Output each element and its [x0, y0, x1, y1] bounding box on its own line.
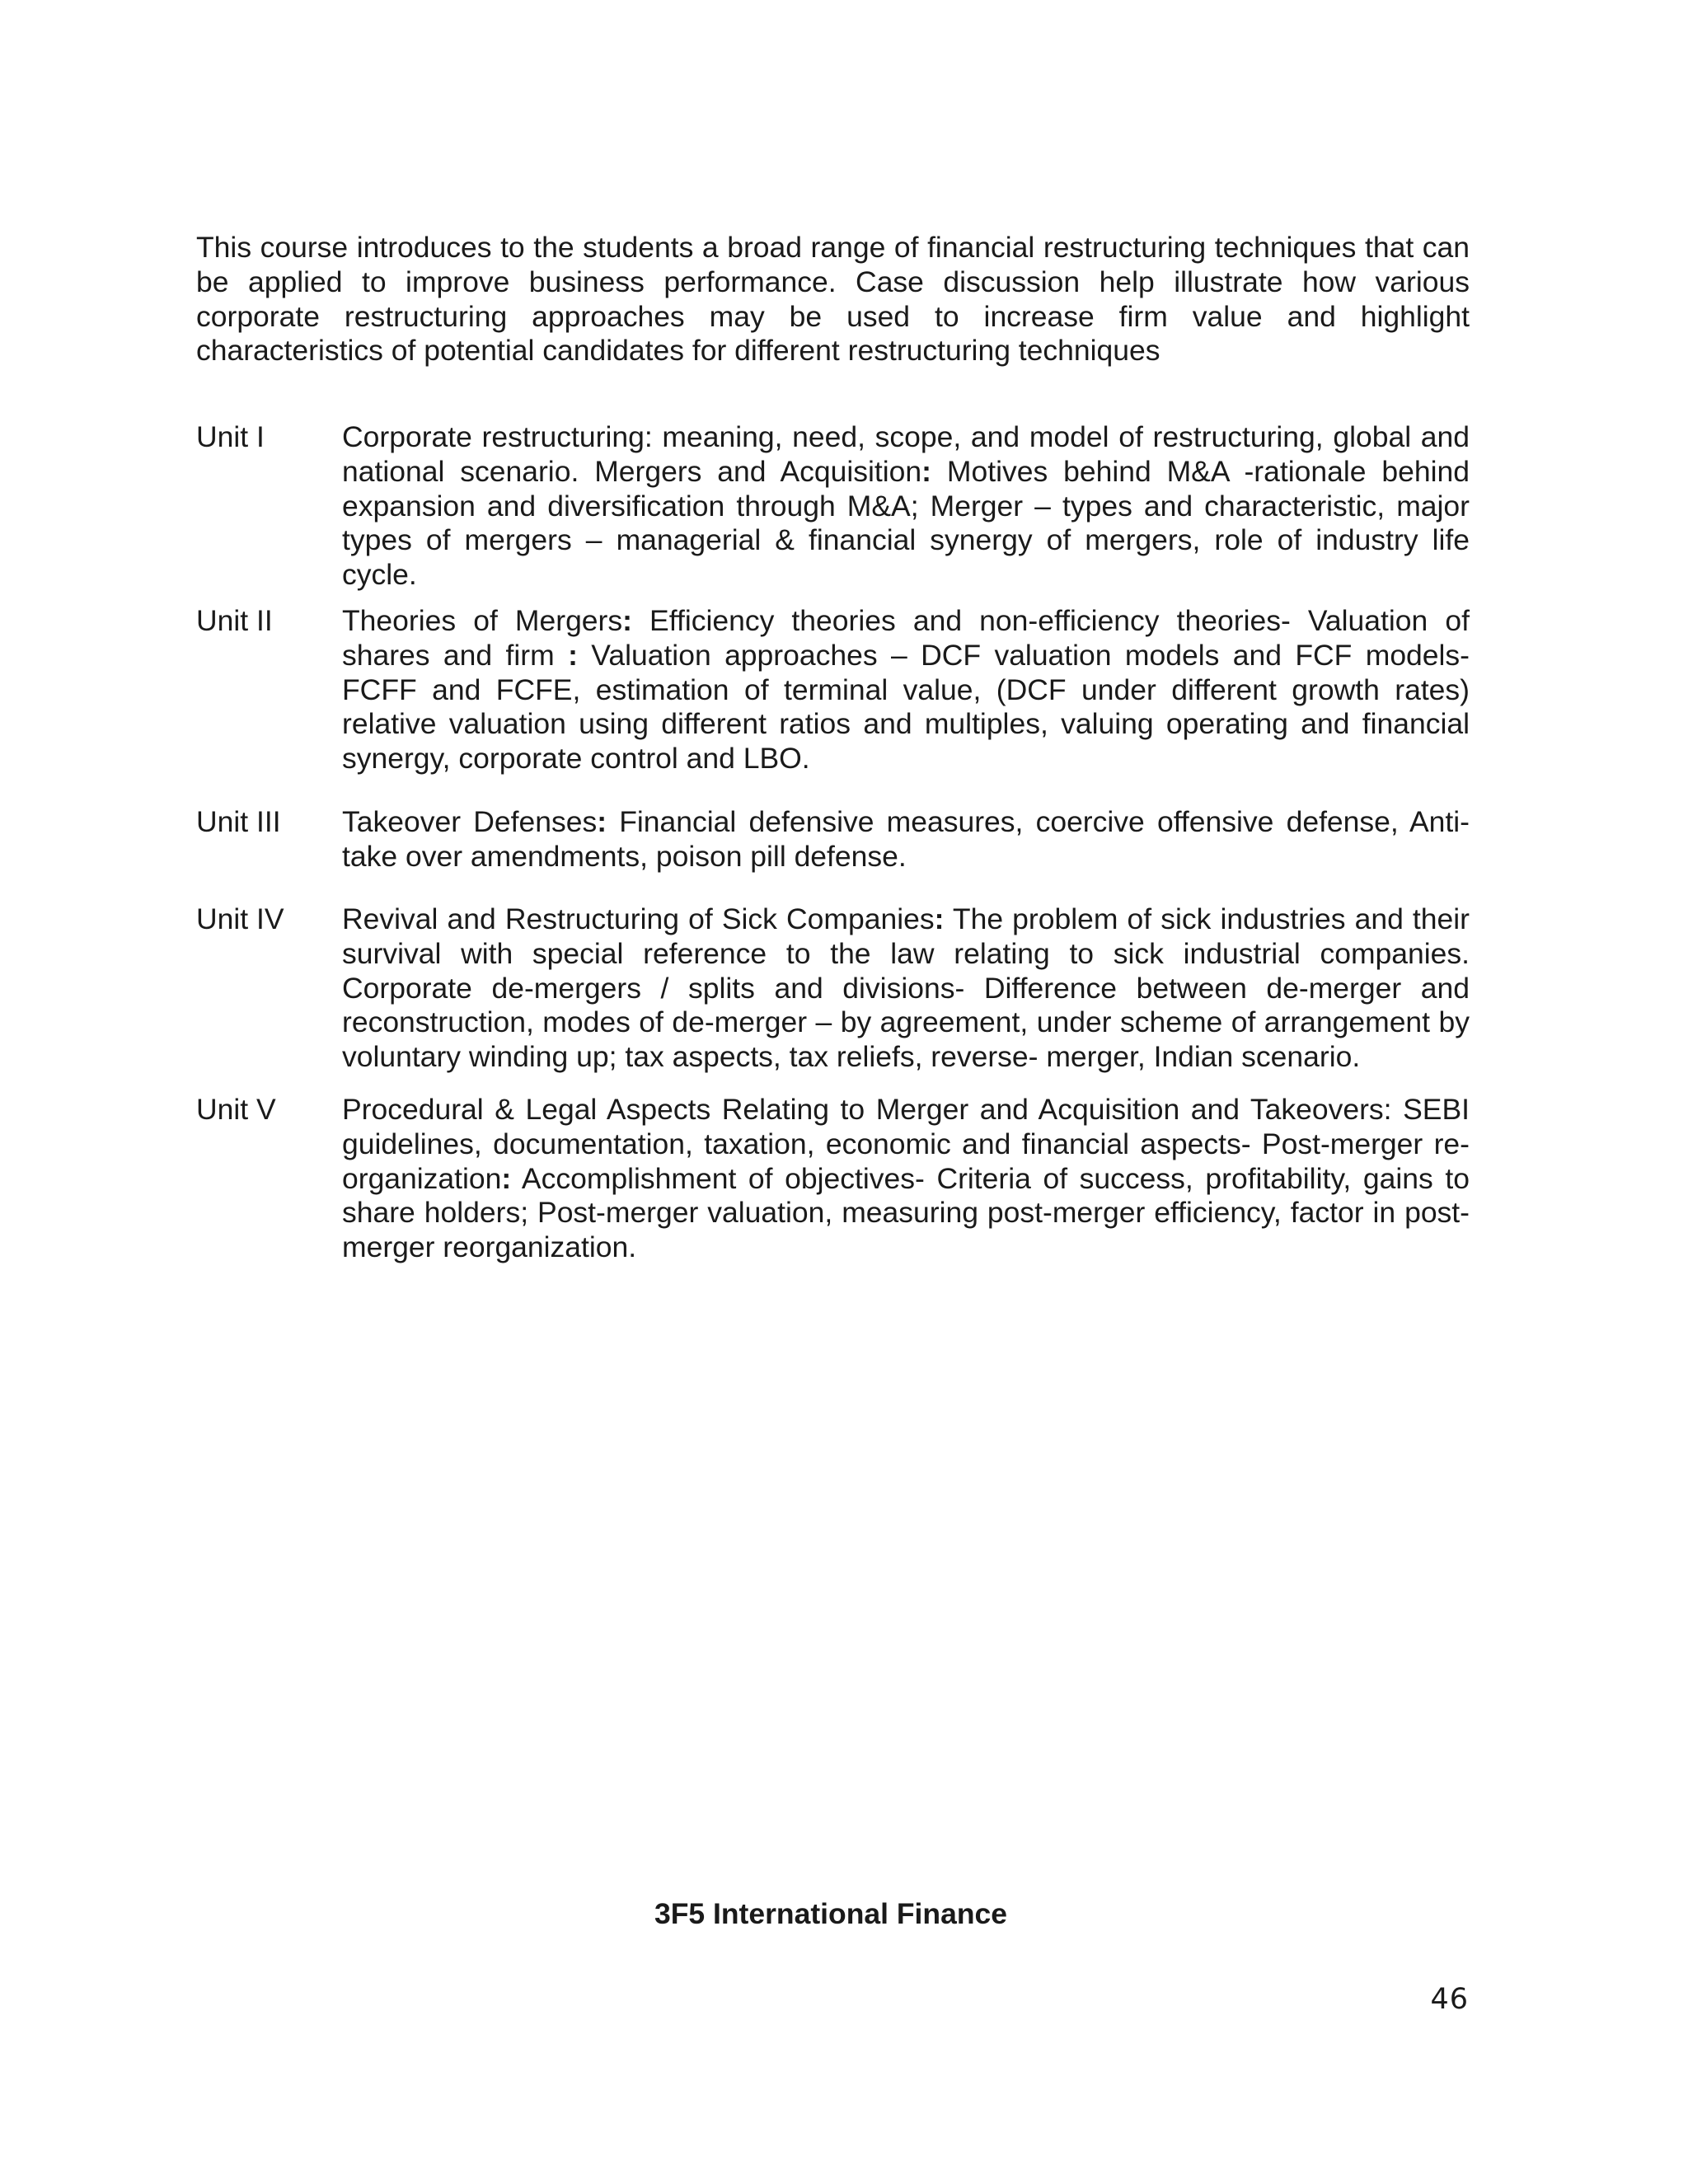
unit-text: Accomplishment of objectives- Criteria of success, profitability, gains to share holders; Post-merger valuation, measuring post-merger efficiency, factor in post-merger reorganization. [342, 1161, 1470, 1264]
unit-text: Financial defensive measures, coercive offensive defense, Anti-take over amendments, poison pill defense. [342, 805, 1470, 873]
unit-label: Unit I [196, 420, 265, 453]
unit-description [342, 604, 1470, 776]
unit-heading: Corporate restructuring: meaning, need, scope, and model of restructuring, global and national scenario. Mergers and Acquisition [342, 420, 1470, 488]
unit-text-2: Valuation approaches – DCF valuation models and FCF models- FCFF and FCFE, estimation of terminal value, (DCF under different growth rates) relative valuation using different ratios and multiples, valuing operating and financial synergy, corporate control and LBO. [342, 638, 1470, 776]
unit-label: Unit II [196, 604, 273, 637]
unit-heading: Procedural & Legal Aspects Relating to Merger and Acquisition and Takeovers: SEBI guidelines, documentation, taxation, economic and financial aspects- Post-merger re-organization [342, 1093, 1470, 1195]
heading-colon: : [501, 1161, 512, 1195]
heading-colon-2: : [568, 638, 578, 672]
unit-description [342, 805, 1470, 874]
unit-description [342, 902, 1470, 1075]
unit-label: Unit IV [196, 902, 284, 935]
heading-colon: : [921, 454, 931, 488]
heading-colon: : [597, 805, 607, 838]
unit-heading: Revival and Restructuring of Sick Companies [342, 902, 935, 935]
page-number: 46 [1430, 1983, 1469, 2016]
unit-description [342, 1093, 1470, 1265]
heading-colon: : [934, 902, 945, 935]
unit-text: Motives behind M&A -rationale behind expansion and diversification through M&A; Merger – types and characteristic, major types of mergers – managerial & financial synergy of mergers, role of industry life cycle. [342, 454, 1470, 592]
unit-description [342, 420, 1470, 593]
unit-text: Efficiency theories and non-efficiency theories- Valuation of shares and firm [342, 604, 1470, 672]
next-section-title: 3F5 International Finance [654, 1897, 1008, 1930]
unit-label: Unit III [196, 805, 281, 838]
course-intro-paragraph: This course introduces to the students a broad range of financial restructuring techniques that can be applied to improve business performance. Case discussion help illustrate how various corporate restructuring approaches may be used to increase firm value and highlight characteristics of potential candidates for different restructuring techniques [196, 231, 1470, 368]
unit-heading: Theories of Mergers [342, 604, 623, 637]
heading-colon: : [622, 604, 632, 637]
unit-label: Unit V [196, 1093, 276, 1126]
unit-heading: Takeover Defenses [342, 805, 598, 838]
unit-text: The problem of sick industries and their survival with special reference to the law relating to sick industrial companies. Corporate de-mergers / splits and divisions- Difference between de-merger and reconstruction, modes of de-merger – by agreement, under scheme of arrangement by voluntary winding up; tax aspects, tax reliefs, reverse- merger, Indian scenario. [342, 902, 1470, 1074]
